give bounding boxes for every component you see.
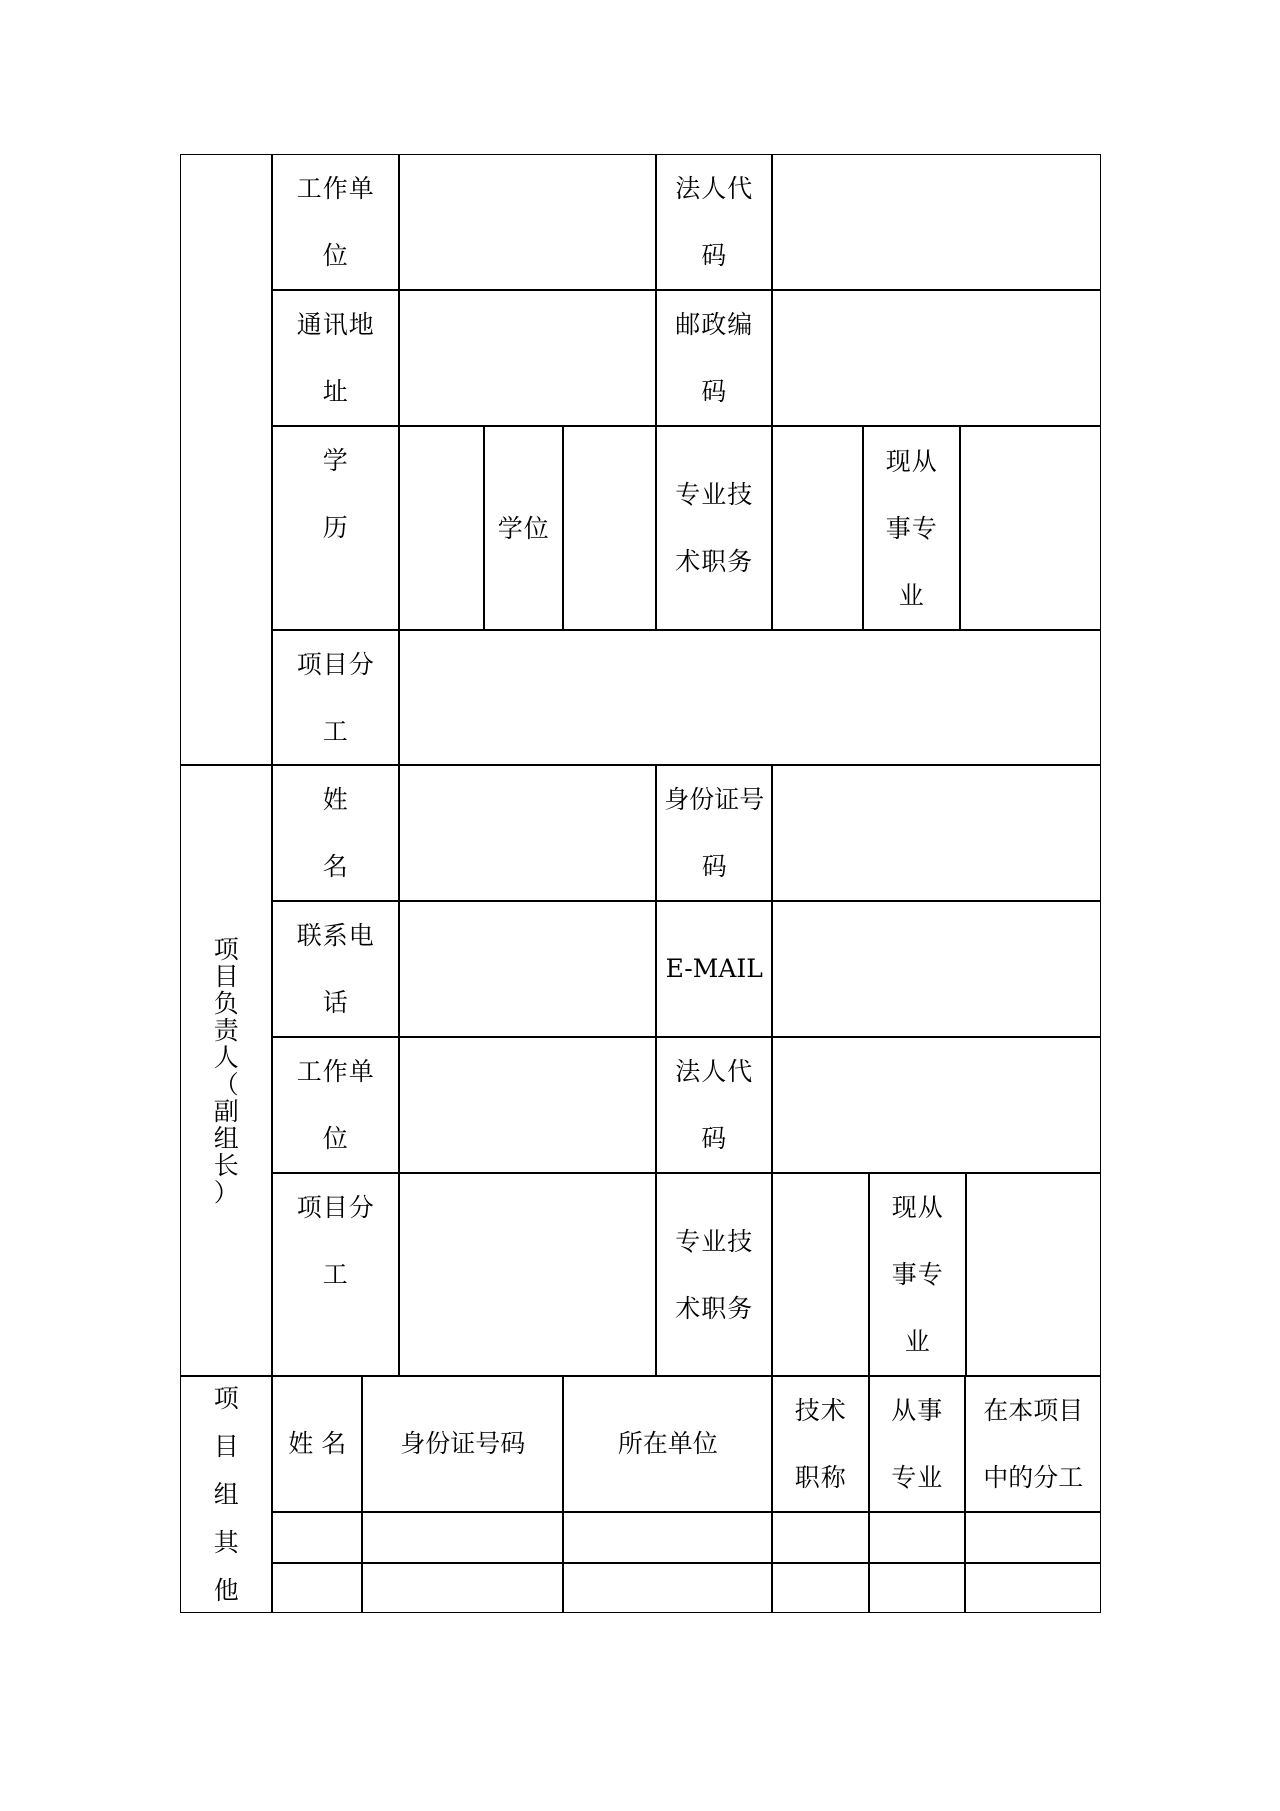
leader-side-cell bbox=[180, 765, 272, 1376]
side-cell-top bbox=[180, 154, 272, 765]
member-row-1-name[interactable] bbox=[272, 1512, 362, 1563]
project-role-field[interactable] bbox=[399, 630, 1101, 765]
leader-role-label-cell bbox=[272, 1173, 399, 1376]
leader-tech-title-label-cell bbox=[656, 1173, 772, 1376]
member-row-2-id[interactable] bbox=[362, 1563, 563, 1613]
work-unit-label-cell bbox=[272, 154, 399, 290]
legal-code-field[interactable] bbox=[772, 154, 1101, 290]
tech-title-label-cell bbox=[656, 426, 772, 630]
project-role-label: 项目分 工 bbox=[296, 649, 375, 746]
work-unit-label: 工作单 位 bbox=[296, 174, 375, 271]
member-row-2-unit[interactable] bbox=[563, 1563, 772, 1613]
current-major-label: 现从 事专 业 bbox=[885, 446, 938, 610]
leader-legal-code-label-cell bbox=[656, 1037, 772, 1173]
tech-title-label: 专业技 术职务 bbox=[675, 480, 754, 577]
members-header-id bbox=[362, 1376, 563, 1512]
legal-code-label-cell bbox=[656, 154, 772, 290]
leader-work-unit-label: 工作单 位 bbox=[296, 1057, 375, 1154]
id-number-label-cell bbox=[656, 765, 772, 901]
leader-current-major-label: 现从 事专 业 bbox=[891, 1193, 944, 1357]
degree-label-cell bbox=[484, 426, 563, 630]
current-major-label-cell bbox=[863, 426, 960, 630]
degree-label: 学位 bbox=[497, 513, 550, 543]
leader-legal-code-label: 法人代 码 bbox=[675, 1057, 754, 1154]
email-label-cell bbox=[656, 901, 772, 1037]
member-row-2-major[interactable] bbox=[869, 1563, 965, 1613]
members-side-cell bbox=[180, 1376, 272, 1613]
leader-tech-title-field[interactable] bbox=[772, 1173, 869, 1376]
postcode-label: 邮政编 码 bbox=[675, 310, 754, 407]
name-field[interactable] bbox=[399, 765, 656, 901]
education-field[interactable] bbox=[399, 426, 484, 630]
members-header-major-text: 从事 专业 bbox=[891, 1396, 944, 1493]
member-row-2-name[interactable] bbox=[272, 1563, 362, 1613]
education-label: 学 历 bbox=[322, 446, 349, 543]
phone-field[interactable] bbox=[399, 901, 656, 1037]
leader-current-major-field[interactable] bbox=[966, 1173, 1101, 1376]
leader-role-field[interactable] bbox=[399, 1173, 656, 1376]
members-side-label: 项 目 组 其 他 bbox=[213, 1383, 239, 1605]
members-header-id-text: 身份证号码 bbox=[400, 1429, 526, 1459]
leader-side-label: 项 目 负 责 人 （ 副 组 长 ） bbox=[213, 934, 239, 1207]
member-row-1-major[interactable] bbox=[869, 1512, 965, 1563]
tech-title-field[interactable] bbox=[772, 426, 863, 630]
leader-work-unit-field[interactable] bbox=[399, 1037, 656, 1173]
leader-current-major-label-cell bbox=[869, 1173, 966, 1376]
degree-field[interactable] bbox=[563, 426, 656, 630]
address-field[interactable] bbox=[399, 290, 656, 426]
members-header-name bbox=[272, 1376, 362, 1512]
postcode-label-cell bbox=[656, 290, 772, 426]
work-unit-field[interactable] bbox=[399, 154, 656, 290]
phone-label-cell bbox=[272, 901, 399, 1037]
legal-code-label: 法人代 码 bbox=[675, 174, 754, 271]
members-header-name-text: 姓 名 bbox=[288, 1429, 347, 1459]
member-row-1-unit[interactable] bbox=[563, 1512, 772, 1563]
members-header-role bbox=[965, 1376, 1101, 1512]
leader-legal-code-field[interactable] bbox=[772, 1037, 1101, 1173]
members-header-major bbox=[869, 1376, 965, 1512]
member-row-1-role[interactable] bbox=[965, 1512, 1101, 1563]
name-label-cell bbox=[272, 765, 399, 901]
id-number-label: 身份证号 码 bbox=[664, 785, 765, 882]
postcode-field[interactable] bbox=[772, 290, 1101, 426]
address-label-cell bbox=[272, 290, 399, 426]
members-header-title bbox=[772, 1376, 869, 1512]
id-number-field[interactable] bbox=[772, 765, 1101, 901]
members-header-title-text: 技术 职称 bbox=[794, 1396, 847, 1493]
member-row-1-id[interactable] bbox=[362, 1512, 563, 1563]
member-row-2-title[interactable] bbox=[772, 1563, 869, 1613]
current-major-field[interactable] bbox=[960, 426, 1101, 630]
phone-label: 联系电 话 bbox=[296, 921, 375, 1018]
project-role-label-cell bbox=[272, 630, 399, 765]
leader-work-unit-label-cell bbox=[272, 1037, 399, 1173]
name-label: 姓 名 bbox=[322, 785, 349, 882]
leader-role-label: 项目分 工 bbox=[296, 1193, 375, 1290]
members-header-unit bbox=[563, 1376, 772, 1512]
members-header-role-text: 在本项目 中的分工 bbox=[983, 1396, 1084, 1493]
member-row-2-role[interactable] bbox=[965, 1563, 1101, 1613]
member-row-1-title[interactable] bbox=[772, 1512, 869, 1563]
email-label: E-MAIL bbox=[665, 954, 763, 984]
leader-tech-title-label: 专业技 术职务 bbox=[675, 1226, 754, 1323]
education-label-cell bbox=[272, 426, 399, 630]
address-label: 通讯地 址 bbox=[296, 310, 375, 407]
members-header-unit-text: 所在单位 bbox=[617, 1429, 718, 1459]
email-field[interactable] bbox=[772, 901, 1101, 1037]
